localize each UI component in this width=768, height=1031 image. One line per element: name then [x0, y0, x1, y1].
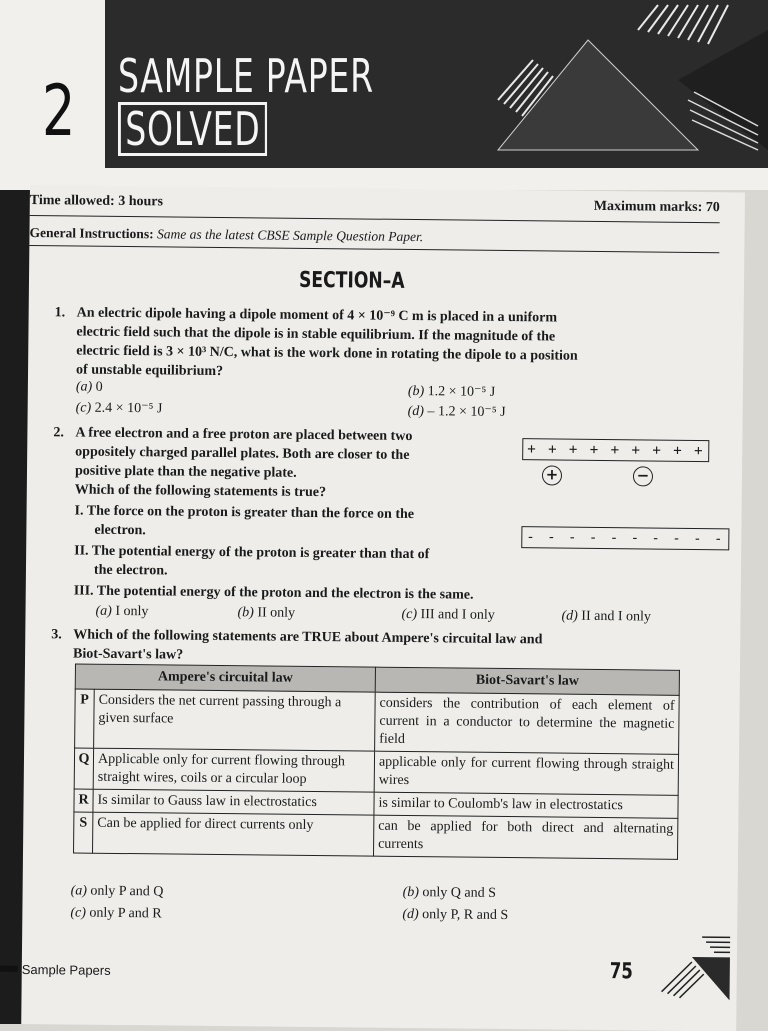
table-row — [74, 812, 678, 859]
question-number: 3. — [51, 625, 62, 644]
time-allowed: Time allowed: 3 hours — [30, 193, 163, 210]
column-header: Biot-Savart's law — [375, 667, 679, 695]
table-row — [75, 689, 680, 754]
question-line: An electric dipole having a dipole moment of 4 × 10⁻⁹ C m is placed in a uniform — [77, 303, 689, 328]
question-line: electric field is 3 × 10³ N/C, what is the work done in rotating the dipole to a position — [76, 341, 688, 366]
option-c — [70, 905, 161, 922]
maximum-marks: Maximum marks: 70 — [594, 199, 720, 216]
column-header: Ampere's circuital law — [75, 664, 375, 692]
option-d — [408, 403, 506, 421]
option-a — [95, 604, 148, 621]
statement-3: III. The potential energy of the proton and the electron is the same. — [74, 581, 594, 605]
footer-label: Sample Papers — [22, 962, 111, 978]
row-key: Q — [74, 748, 93, 789]
question-3 — [73, 625, 685, 669]
question-line: oppositely charged parallel plates. Both are closer to the — [75, 442, 515, 466]
option-label: (d) — [402, 907, 418, 922]
option-b — [237, 605, 295, 622]
option-label: (b) — [403, 885, 419, 900]
chapter-number: 2 — [42, 70, 75, 152]
page-number: 75 — [610, 959, 633, 984]
option-text: only P and Q — [90, 884, 163, 900]
general-instructions-text: Same as the latest CBSE Sample Question Paper. — [157, 226, 423, 244]
option-text: only P, R and S — [422, 907, 508, 923]
comparison-table — [73, 663, 680, 859]
statement-1 — [74, 501, 514, 544]
statement-line: I. The force on the proton is greater than the force on the — [74, 501, 514, 525]
biot-cell: applicable only for current flowing through straight wires — [374, 751, 678, 795]
option-label: (b) — [408, 384, 424, 399]
question-line: of unstable equilibrium? — [76, 360, 688, 385]
paper-meta — [30, 193, 720, 200]
general-instructions — [29, 225, 423, 245]
ampere-cell: Can be applied for direct currents only — [93, 812, 374, 856]
option-text: II and I only — [581, 609, 651, 625]
question-line: Which of the following statements are TRUE about Ampere's circuital law and — [73, 625, 685, 650]
option-b — [403, 885, 496, 902]
divider — [30, 215, 720, 223]
option-text: only P and R — [89, 906, 161, 922]
proton-icon: + — [542, 465, 562, 485]
footer-triangle-decoration — [631, 931, 732, 1002]
option-label: (a) — [95, 604, 111, 619]
option-label: (a) — [76, 379, 92, 394]
row-key: R — [74, 789, 93, 812]
biot-cell: is similar to Coulomb's law in electrostatics — [374, 792, 678, 818]
question-number: 1. — [55, 303, 66, 322]
ampere-cell: Considers the net current passing through a given surface — [94, 689, 376, 751]
option-label: (a) — [71, 883, 87, 898]
option-d — [402, 907, 508, 924]
question-page — [21, 185, 745, 1031]
option-text: only Q and S — [422, 885, 496, 901]
title-line-2: SOLVED — [118, 102, 267, 156]
section-title: SECTION–A — [299, 268, 405, 294]
question-line: Which of the following statements is true? — [75, 480, 515, 504]
statement-line: electron. — [74, 520, 514, 544]
chapter-banner — [0, 0, 768, 190]
title-line-1: SAMPLE PAPER — [118, 50, 374, 102]
question-number: 2. — [53, 423, 64, 442]
footer-bar — [0, 966, 18, 972]
general-instructions-label: General Instructions: — [29, 225, 153, 241]
biot-cell: can be applied for both direct and alternating currents — [373, 815, 677, 859]
row-key: S — [74, 812, 93, 853]
option-label: (c) — [401, 607, 417, 622]
option-text: I only — [115, 604, 148, 619]
ampere-cell: Is similar to Gauss law in electrostatics — [93, 789, 374, 815]
option-d — [561, 609, 651, 626]
option-c — [401, 607, 494, 624]
table-row — [74, 748, 678, 795]
statement-line: the electron. — [74, 560, 514, 584]
option-label: (b) — [237, 605, 253, 620]
option-text: 0 — [96, 380, 103, 395]
option-a — [76, 379, 103, 395]
question-1 — [76, 303, 689, 385]
ampere-cell: Applicable only for current flowing through straight wires, coils or a circular loop — [93, 748, 374, 792]
question-line: A free electron and a free proton are placed between two — [75, 423, 515, 447]
statement-line: II. The potential energy of the proton is greater than that of — [74, 541, 514, 565]
option-text: II only — [257, 605, 295, 620]
option-c — [76, 399, 163, 417]
triangle-decoration — [438, 0, 768, 170]
option-label: (c) — [76, 400, 92, 415]
option-text: – 1.2 × 10⁻⁵ J — [427, 404, 505, 420]
option-a — [71, 883, 164, 900]
negative-plate: - - - - - - - - - - — [521, 526, 729, 550]
option-label: (d) — [408, 404, 424, 419]
option-label: (c) — [70, 905, 86, 920]
option-text: 1.2 × 10⁻⁵ J — [428, 384, 496, 400]
option-text: 2.4 × 10⁻⁵ J — [95, 401, 163, 417]
question-2 — [74, 423, 516, 605]
chapter-title — [118, 50, 374, 156]
statement-2 — [74, 541, 514, 584]
option-b — [408, 383, 496, 401]
row-key: P — [75, 689, 95, 748]
question-line: electric field such that the dipole is in stable equilibrium. If the magnitude of the — [76, 322, 688, 347]
divider — [29, 245, 719, 253]
option-text: III and I only — [420, 607, 494, 623]
positive-plate: + + + + + + + + + — [522, 438, 710, 462]
question-line: positive plate than the negative plate. — [75, 461, 515, 485]
electron-icon: − — [633, 466, 653, 486]
question-line: Biot-Savart's law? — [73, 644, 685, 669]
option-label: (d) — [561, 609, 577, 624]
biot-cell: considers the contribution of each element of current in a conductor to determine the magnetic field — [375, 692, 680, 754]
